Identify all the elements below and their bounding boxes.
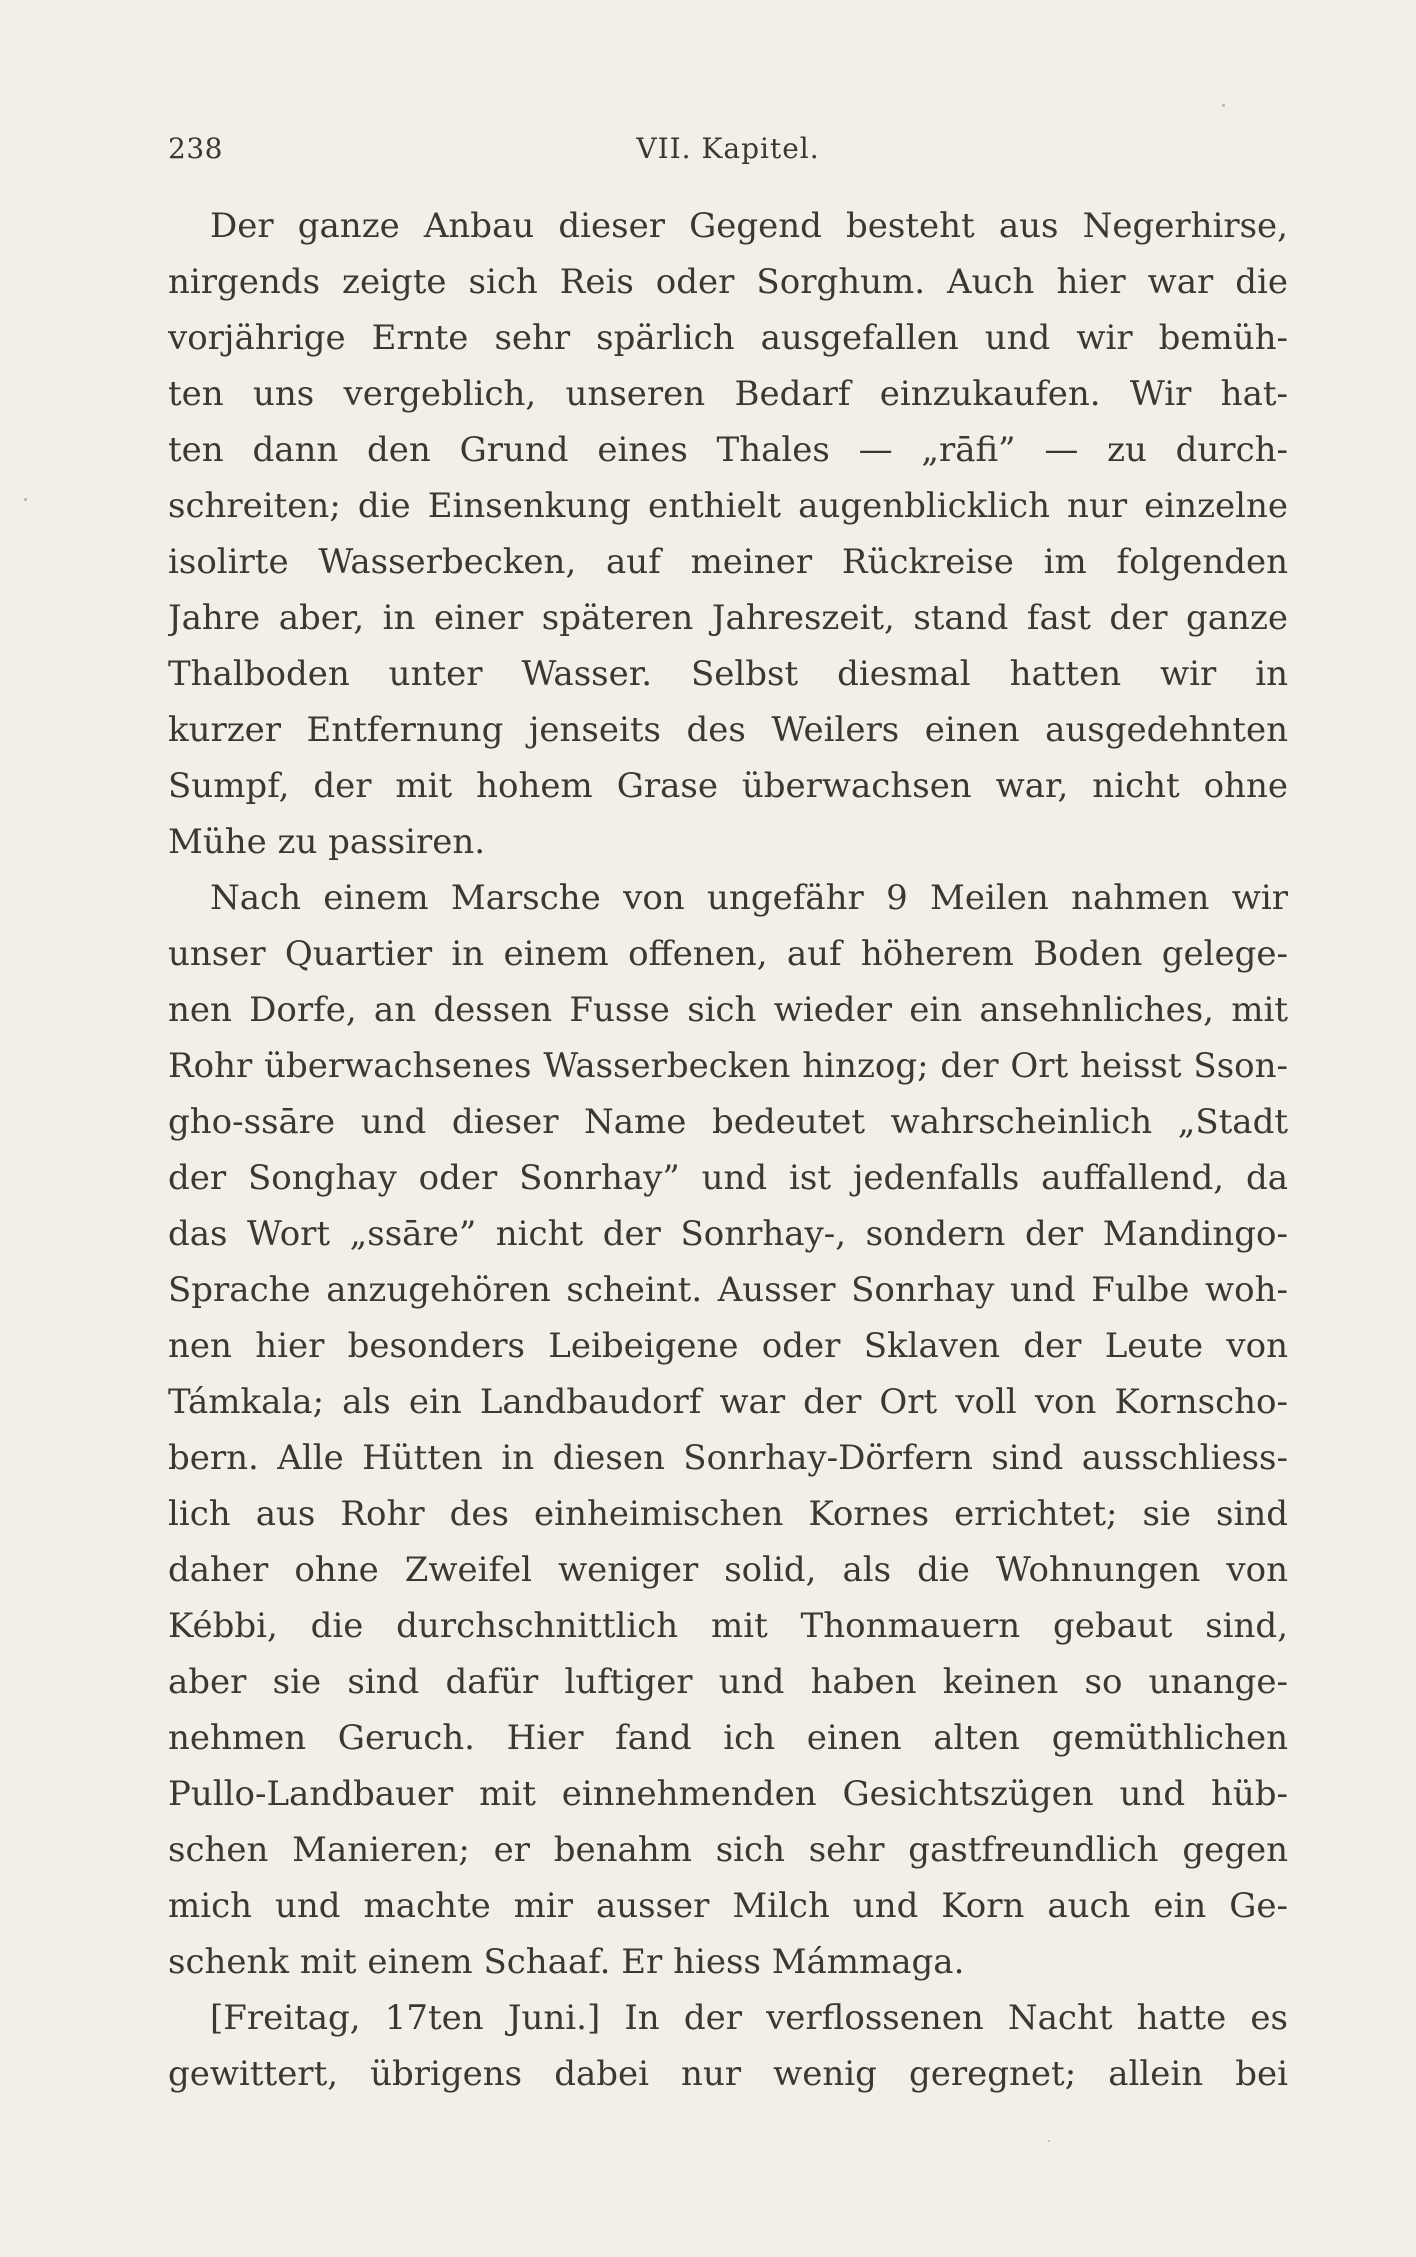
text-line: nen Dorfe, an dessen Fusse sich wieder ein ansehnliches, mit [168,990,1288,1030]
body-text [168,198,1288,2102]
text-line: nehmen Geruch. Hier fand ich einen alten gemüthlichen [168,1718,1288,1758]
text-line: ten dann den Grund eines Thales — „rāfi” — zu durch- [168,430,1288,470]
text-line: Támkala; als ein Landbaudorf war der Ort voll von Kornscho- [168,1382,1288,1422]
text-line: Pullo-Landbauer mit einnehmenden Gesichtszügen und hüb- [168,1774,1288,1814]
text-line: Mühe zu passiren. [168,822,486,862]
text-line: Rohr überwachsenes Wasserbecken hinzog; der Ort heisst Sson- [168,1046,1288,1086]
text-line: Nach einem Marsche von ungefähr 9 Meilen nahmen wir [210,878,1288,918]
running-head: VII. Kapitel. [636,132,820,165]
paper-speck [1222,104,1225,107]
page-number: 238 [168,132,223,165]
text-line: [Freitag, 17ten Juni.] In der verflossenen Nacht hatte es [210,1998,1288,2038]
text-line: daher ohne Zweifel weniger solid, als die Wohnungen von [168,1550,1288,1590]
text-line: Jahre aber, in einer späteren Jahreszeit, stand fast der ganze [168,598,1288,638]
text-line: ten uns vergeblich, unseren Bedarf einzukaufen. Wir hat- [168,374,1288,414]
text-line: aber sie sind dafür luftiger und haben keinen so unange- [168,1662,1288,1702]
text-line: Der ganze Anbau dieser Gegend besteht aus Negerhirse, [210,206,1288,246]
text-line: der Songhay oder Sonrhay” und ist jedenfalls auffallend, da [168,1158,1288,1198]
text-line: nen hier besonders Leibeigene oder Sklaven der Leute von [168,1326,1288,1366]
text-line: Thalboden unter Wasser. Selbst diesmal hatten wir in [168,654,1288,694]
text-line: gewittert, übrigens dabei nur wenig geregnet; allein bei [168,2054,1288,2094]
text-line: das Wort „ssāre” nicht der Sonrhay-, sondern der Mandingo- [168,1214,1288,1254]
text-line: Kébbi, die durchschnittlich mit Thonmauern gebaut sind, [168,1606,1288,1646]
text-line: bern. Alle Hütten in diesen Sonrhay-Dörfern sind ausschliess- [168,1438,1288,1478]
text-line: Sprache anzugehören scheint. Ausser Sonrhay und Fulbe woh- [168,1270,1288,1310]
page-header [168,132,1288,176]
text-line: mich und machte mir ausser Milch und Korn auch ein Ge- [168,1886,1288,1926]
text-line: kurzer Entfernung jenseits des Weilers einen ausgedehnten [168,710,1288,750]
text-line: schen Manieren; er benahm sich sehr gastfreundlich gegen [168,1830,1288,1870]
text-line: vorjährige Ernte sehr spärlich ausgefallen und wir bemüh- [168,318,1288,358]
paper-speck [24,498,27,501]
text-line: schreiten; die Einsenkung enthielt augenblicklich nur einzelne [168,486,1288,526]
paper-speck [1048,2140,1050,2142]
text-line: nirgends zeigte sich Reis oder Sorghum. Auch hier war die [168,262,1288,302]
text-line: Sumpf, der mit hohem Grase überwachsen war, nicht ohne [168,766,1288,806]
text-line: isolirte Wasserbecken, auf meiner Rückreise im folgenden [168,542,1288,582]
text-line: lich aus Rohr des einheimischen Kornes errichtet; sie sind [168,1494,1288,1534]
text-line: schenk mit einem Schaaf. Er hiess Mámmaga. [168,1942,965,1982]
text-line: unser Quartier in einem offenen, auf höherem Boden gelege- [168,934,1288,974]
text-line: gho-ssāre und dieser Name bedeutet wahrscheinlich „Stadt [168,1102,1288,1142]
